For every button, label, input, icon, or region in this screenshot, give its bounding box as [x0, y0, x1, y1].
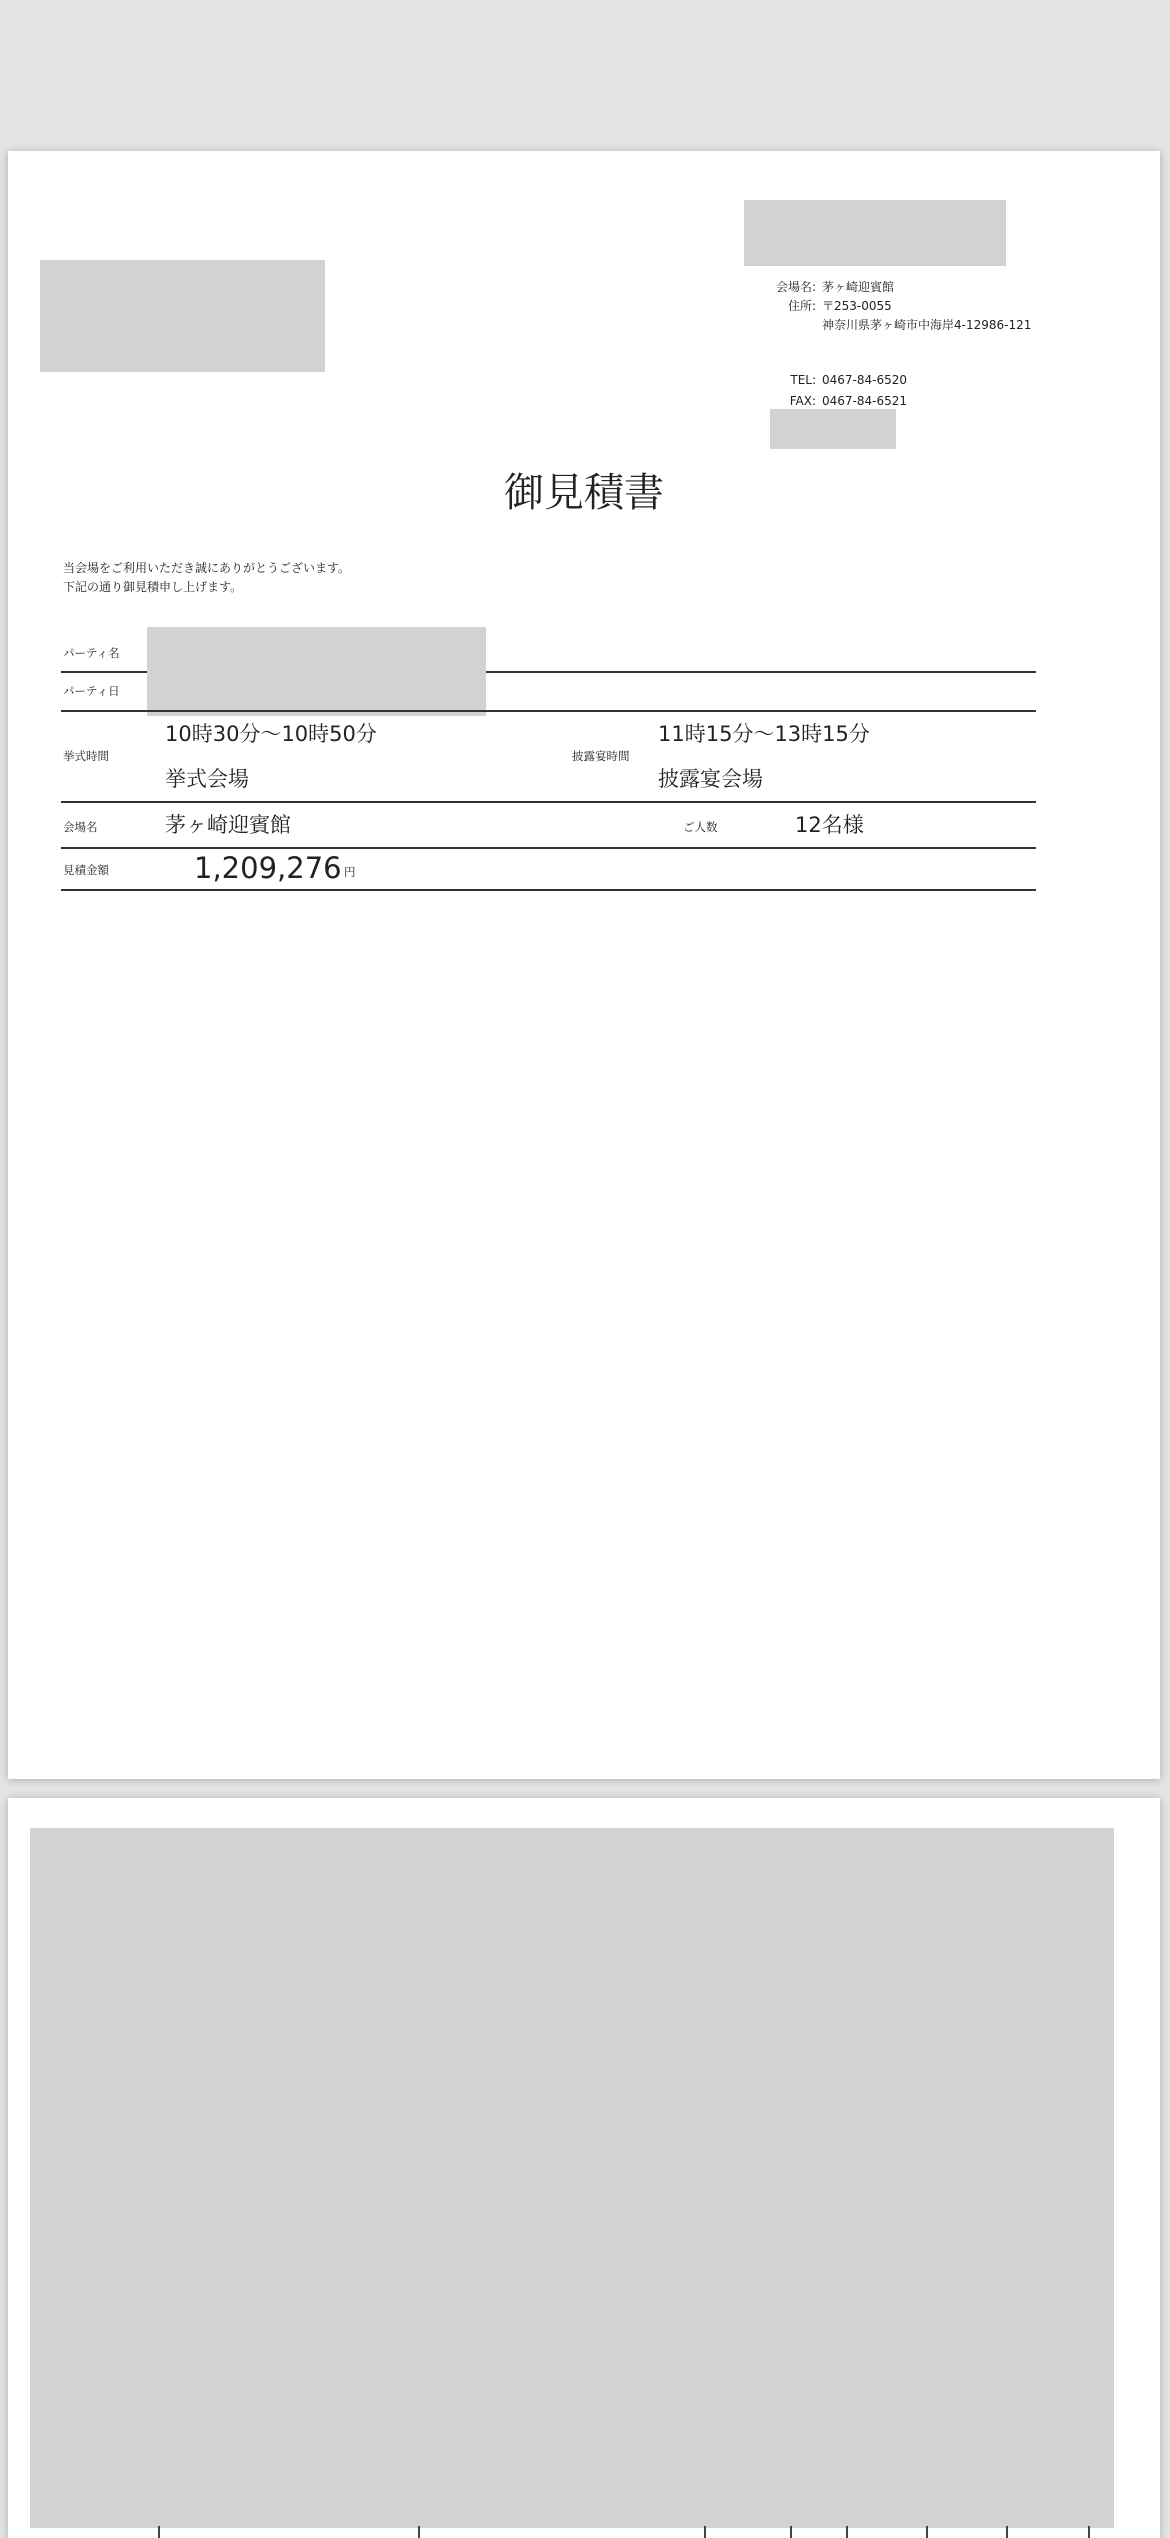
- table-column-rule: [790, 2526, 792, 2538]
- greeting-line-2: 下記の通り御見積申し上げます。: [63, 580, 243, 594]
- address: 神奈川県茅ヶ崎市中海岸4-12986-121: [822, 318, 1032, 332]
- redacted-breakdown-table: [30, 1828, 1114, 2528]
- document-title: 御見積書: [504, 470, 664, 516]
- greeting-line-1: 当会場をご利用いただき誠にありがとうございます。: [63, 561, 351, 575]
- table-column-rule: [926, 2526, 928, 2538]
- party-date-label: パーティ日: [63, 684, 120, 698]
- divider: [61, 847, 1036, 849]
- redacted-party-info: [147, 627, 486, 716]
- guests-label: ご人数: [683, 820, 718, 834]
- currency-unit: 円: [344, 865, 356, 879]
- tel-label: TEL:: [790, 373, 816, 387]
- amount-value: 1,209,276: [194, 851, 342, 885]
- tel-number: 0467-84-6520: [822, 373, 908, 387]
- venue-value: 茅ヶ崎迎賓館: [165, 813, 291, 837]
- reception-time-label: 披露宴時間: [572, 749, 630, 763]
- venue-name: 茅ヶ崎迎賓館: [822, 280, 895, 294]
- ceremony-venue: 挙式会場: [165, 767, 249, 791]
- amount-label: 見積金額: [63, 863, 109, 877]
- table-column-rule: [1006, 2526, 1008, 2538]
- fax-number: 0467-84-6521: [822, 394, 908, 408]
- reception-venue: 披露宴会場: [658, 767, 763, 791]
- divider: [61, 889, 1036, 891]
- table-column-rule: [846, 2526, 848, 2538]
- ceremony-time-label: 挙式時間: [63, 749, 109, 763]
- redacted-logo: [40, 260, 325, 372]
- redacted-venue-logo: [744, 200, 1006, 266]
- divider: [61, 710, 1036, 712]
- fax-label: FAX:: [789, 394, 816, 408]
- ceremony-time: 10時30分〜10時50分: [165, 722, 377, 746]
- guests-value: 12名様: [795, 813, 864, 837]
- table-column-rule: [704, 2526, 706, 2538]
- divider: [61, 801, 1036, 803]
- estimate-page-1: [8, 151, 1160, 1779]
- estimate-page-2: [8, 1798, 1160, 2538]
- venue-name-label: 会場名:: [775, 280, 816, 294]
- address-label: 住所:: [787, 299, 816, 313]
- postal-code: 〒253-0055: [822, 299, 892, 313]
- redacted-stamp: [770, 409, 896, 449]
- table-column-rule: [418, 2526, 420, 2538]
- table-column-rule: [1088, 2526, 1090, 2538]
- reception-time: 11時15分〜13時15分: [658, 722, 870, 746]
- table-column-rule: [158, 2526, 160, 2538]
- party-name-label: パーティ名: [63, 646, 120, 660]
- venue-label: 会場名: [63, 820, 98, 834]
